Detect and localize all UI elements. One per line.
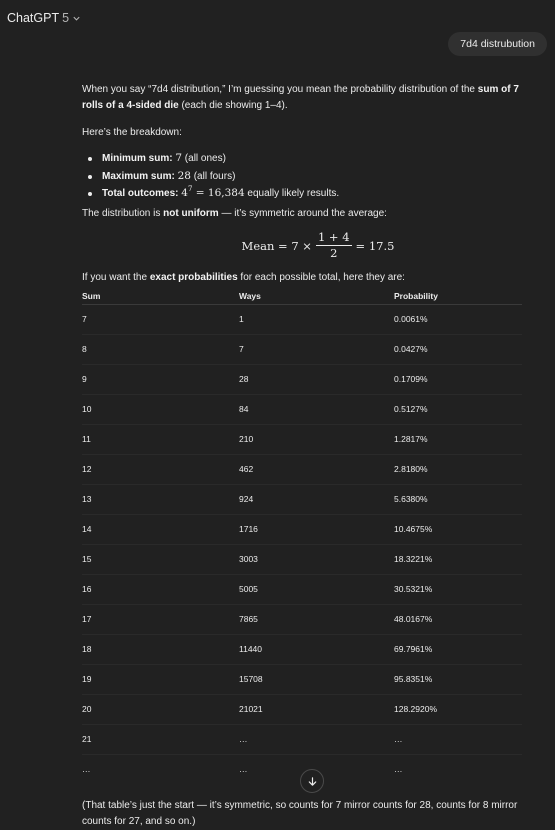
table-row [82, 364, 522, 394]
user-message-bubble: 7d4 distrubution [448, 32, 547, 56]
table-row [82, 574, 522, 604]
cell-probability: 1.2817% [394, 424, 522, 454]
cell-sum: 17 [82, 604, 239, 634]
table-row [82, 484, 522, 514]
cell-sum: 20 [82, 694, 239, 724]
cell-sum: 9 [82, 364, 239, 394]
cell-probability: 128.2920% [394, 694, 522, 724]
response-paragraph-note: (That table’s just the start — it’s symmetric, so counts for 7 mirror counts for 28, counts for 8 mirror counts for 27, and so on.) [82, 799, 518, 827]
cell-sum: 19 [82, 664, 239, 694]
cell-probability: 0.0427% [394, 334, 522, 364]
mean-formula: Mean = 7 × $\frac{1 + 4}{2}$ = 17.5 [241, 230, 395, 260]
response-paragraph-table-intro: If you want the exact probabilities for each possible total, here they are: [82, 271, 405, 283]
cell-probability: 0.5127% [394, 394, 522, 424]
table-row [82, 454, 522, 484]
cell-ways: … [239, 724, 394, 754]
column-header-ways: Ways [239, 288, 394, 305]
cell-probability: … [394, 724, 522, 754]
cell-ways: 11440 [239, 634, 394, 664]
cell-ways: 28 [239, 364, 394, 394]
table-row [82, 424, 522, 454]
table-row [82, 634, 522, 664]
table-row [82, 544, 522, 574]
cell-sum: 12 [82, 454, 239, 484]
table-header-row [82, 288, 522, 305]
cell-ways: 3003 [239, 544, 394, 574]
cell-ways: 7865 [239, 604, 394, 634]
cell-probability: 5.6380% [394, 484, 522, 514]
list-item: Total outcomes: $4^7 = 16,384$ equally likely results. [102, 185, 542, 203]
chevron-down-icon [72, 14, 81, 23]
list-item: Minimum sum: 7 (all ones) [102, 150, 542, 168]
response-paragraph-distribution: The distribution is not uniform — it’s symmetric around the average: [82, 207, 387, 219]
cell-probability: 0.0061% [394, 304, 522, 334]
cell-probability: 0.1709% [394, 364, 522, 394]
model-selector[interactable] [7, 11, 81, 25]
cell-sum: 13 [82, 484, 239, 514]
scroll-to-bottom-button[interactable] [300, 769, 324, 793]
cell-probability: 48.0167% [394, 604, 522, 634]
cell-ways: 924 [239, 484, 394, 514]
table-row [82, 304, 522, 334]
cell-sum: 7 [82, 304, 239, 334]
table-row [82, 394, 522, 424]
cell-ways: 210 [239, 424, 394, 454]
app-name: ChatGPT [7, 11, 60, 25]
table-row [82, 334, 522, 364]
table-row [82, 514, 522, 544]
cell-sum: … [82, 764, 91, 774]
cell-probability: 69.7961% [394, 634, 522, 664]
cell-sum: 15 [82, 544, 239, 574]
cell-sum: 11 [82, 424, 239, 454]
cell-ways: 21021 [239, 694, 394, 724]
cell-ways: … [239, 764, 248, 774]
breakdown-list [82, 150, 542, 203]
column-header-sum: Sum [82, 288, 239, 305]
cell-sum: 21 [82, 724, 239, 754]
cell-ways: 1 [239, 304, 394, 334]
cell-probability: 30.5321% [394, 574, 522, 604]
table-row [82, 604, 522, 634]
cell-probability: … [394, 764, 403, 774]
cell-ways: 1716 [239, 514, 394, 544]
model-version: 5 [62, 11, 70, 25]
cell-probability: 10.4675% [394, 514, 522, 544]
cell-ways: 462 [239, 454, 394, 484]
cell-sum: 18 [82, 634, 239, 664]
cell-sum: 8 [82, 334, 239, 364]
cell-ways: 5005 [239, 574, 394, 604]
table-row [82, 724, 522, 754]
cell-ways: 7 [239, 334, 394, 364]
table-row [82, 694, 522, 724]
fraction: $\frac{1 + 4}{2}$ [317, 230, 350, 260]
probability-table [82, 288, 522, 784]
cell-probability: 95.8351% [394, 664, 522, 694]
arrow-down-icon [307, 776, 318, 787]
cell-sum: 10 [82, 394, 239, 424]
list-item: Maximum sum: 28 (all fours) [102, 168, 542, 186]
cell-ways: 15708 [239, 664, 394, 694]
cell-sum: 14 [82, 514, 239, 544]
cell-sum: 16 [82, 574, 239, 604]
table-row [82, 664, 522, 694]
cell-ways: 84 [239, 394, 394, 424]
cell-probability: 18.3221% [394, 544, 522, 574]
response-paragraph-breakdown: Here’s the breakdown: [82, 127, 182, 138]
cell-probability: 2.8180% [394, 454, 522, 484]
response-paragraph-intro: When you say “7d4 distribution,” I’m guessing you mean the probability distribution of the sum of 7 rolls of a 4-sided die (each die showing 1–4). [82, 84, 519, 111]
column-header-probability: Probability [394, 288, 522, 305]
top-bar [0, 0, 555, 36]
assistant-response [82, 82, 542, 830]
